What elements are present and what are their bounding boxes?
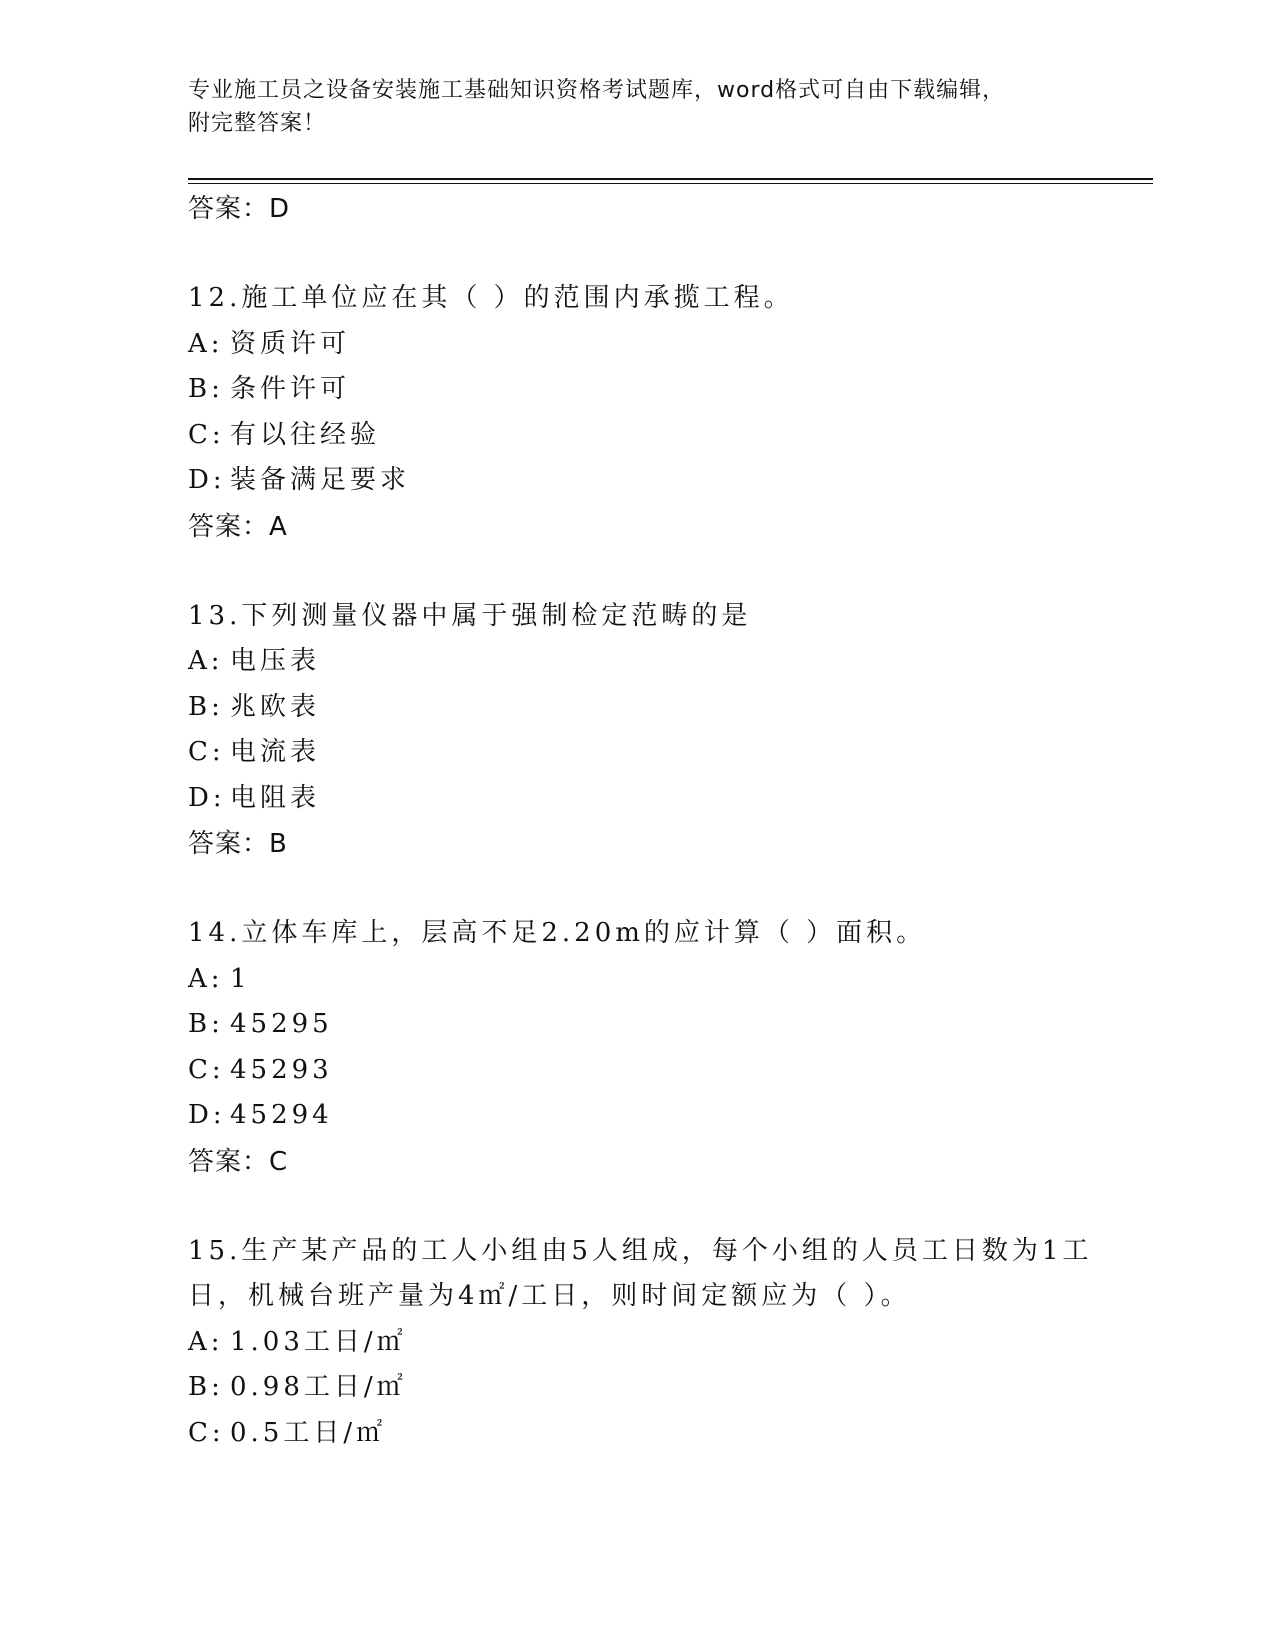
answer-line: 答案：B <box>188 829 288 859</box>
option-text: 电阻表 <box>230 782 321 813</box>
option-key: D: <box>188 782 226 813</box>
option-text: 45295 <box>230 1009 333 1039</box>
option-d <box>188 776 1138 822</box>
header-line-1: 专业施工员之设备安装施工基础知识资格考试题库，word格式可自由下载编辑， <box>188 78 1006 103</box>
question-list <box>188 186 1138 1456</box>
option-text: 0.98工日/㎡ <box>230 1372 407 1402</box>
option-text: 1 <box>230 963 251 994</box>
option-b <box>188 1002 1138 1048</box>
option-key: C: <box>188 1417 225 1448</box>
option-text: 条件许可 <box>230 374 351 404</box>
option-key: B: <box>188 374 224 404</box>
answer-line: 答案：C <box>188 1146 289 1177</box>
option-c <box>188 413 1138 459</box>
option-c <box>188 1411 1138 1457</box>
option-key: D: <box>188 465 226 495</box>
option-d <box>188 458 1138 504</box>
option-text: 45293 <box>230 1054 333 1085</box>
option-key: B: <box>188 1009 224 1039</box>
document-header <box>188 74 1088 140</box>
option-key: C: <box>188 737 225 767</box>
option-a <box>188 639 1138 685</box>
option-a <box>188 957 1138 1003</box>
option-text: 电流表 <box>230 737 321 767</box>
option-text: 资质许可 <box>230 328 351 359</box>
question-15 <box>188 1229 1138 1457</box>
option-text: 装备满足要求 <box>230 465 411 495</box>
answer-line: 答案：A <box>188 511 288 542</box>
question-13 <box>188 594 1138 868</box>
option-a <box>188 1320 1138 1366</box>
option-key: A: <box>188 1326 224 1357</box>
question-stem: 12.施工单位应在其（ ）的范围内承揽工程。 <box>188 283 794 313</box>
header-line-2: 附完整答案！ <box>188 111 327 136</box>
option-c <box>188 730 1138 776</box>
option-c <box>188 1048 1138 1094</box>
option-text: 电压表 <box>230 646 321 676</box>
option-key: A: <box>188 328 224 359</box>
option-b <box>188 685 1138 731</box>
option-b <box>188 367 1138 413</box>
option-key: A: <box>188 646 224 676</box>
option-key: A: <box>188 963 224 994</box>
option-text: 45294 <box>230 1100 333 1130</box>
question-stem: 14.立体车库上，层高不足2.20m的应计算（ ）面积。 <box>188 918 927 948</box>
option-key: C: <box>188 1054 225 1085</box>
option-key: D: <box>188 1100 226 1130</box>
option-text: 有以往经验 <box>230 419 381 450</box>
option-d <box>188 1093 1138 1139</box>
header-rule-thick <box>188 178 1153 180</box>
option-text: 0.5工日/㎡ <box>230 1417 387 1448</box>
question-14 <box>188 911 1138 1185</box>
previous-answer: 答案：D <box>188 194 291 224</box>
header-rule-thin <box>188 183 1153 184</box>
option-text: 1.03工日/㎡ <box>230 1326 407 1357</box>
option-b <box>188 1365 1138 1411</box>
question-12 <box>188 276 1138 550</box>
option-key: B: <box>188 1372 224 1402</box>
question-stem: 13.下列测量仪器中属于强制检定范畴的是 <box>188 600 752 631</box>
option-key: C: <box>188 419 225 450</box>
option-key: B: <box>188 691 224 722</box>
option-text: 兆欧表 <box>230 691 321 722</box>
question-stem: 15.生产某产品的工人小组由5人组成，每个小组的人员工日数为1工日，机械台班产量为4㎡/工日，则时间定额应为（ ）。 <box>188 1235 1093 1311</box>
option-a <box>188 322 1138 368</box>
